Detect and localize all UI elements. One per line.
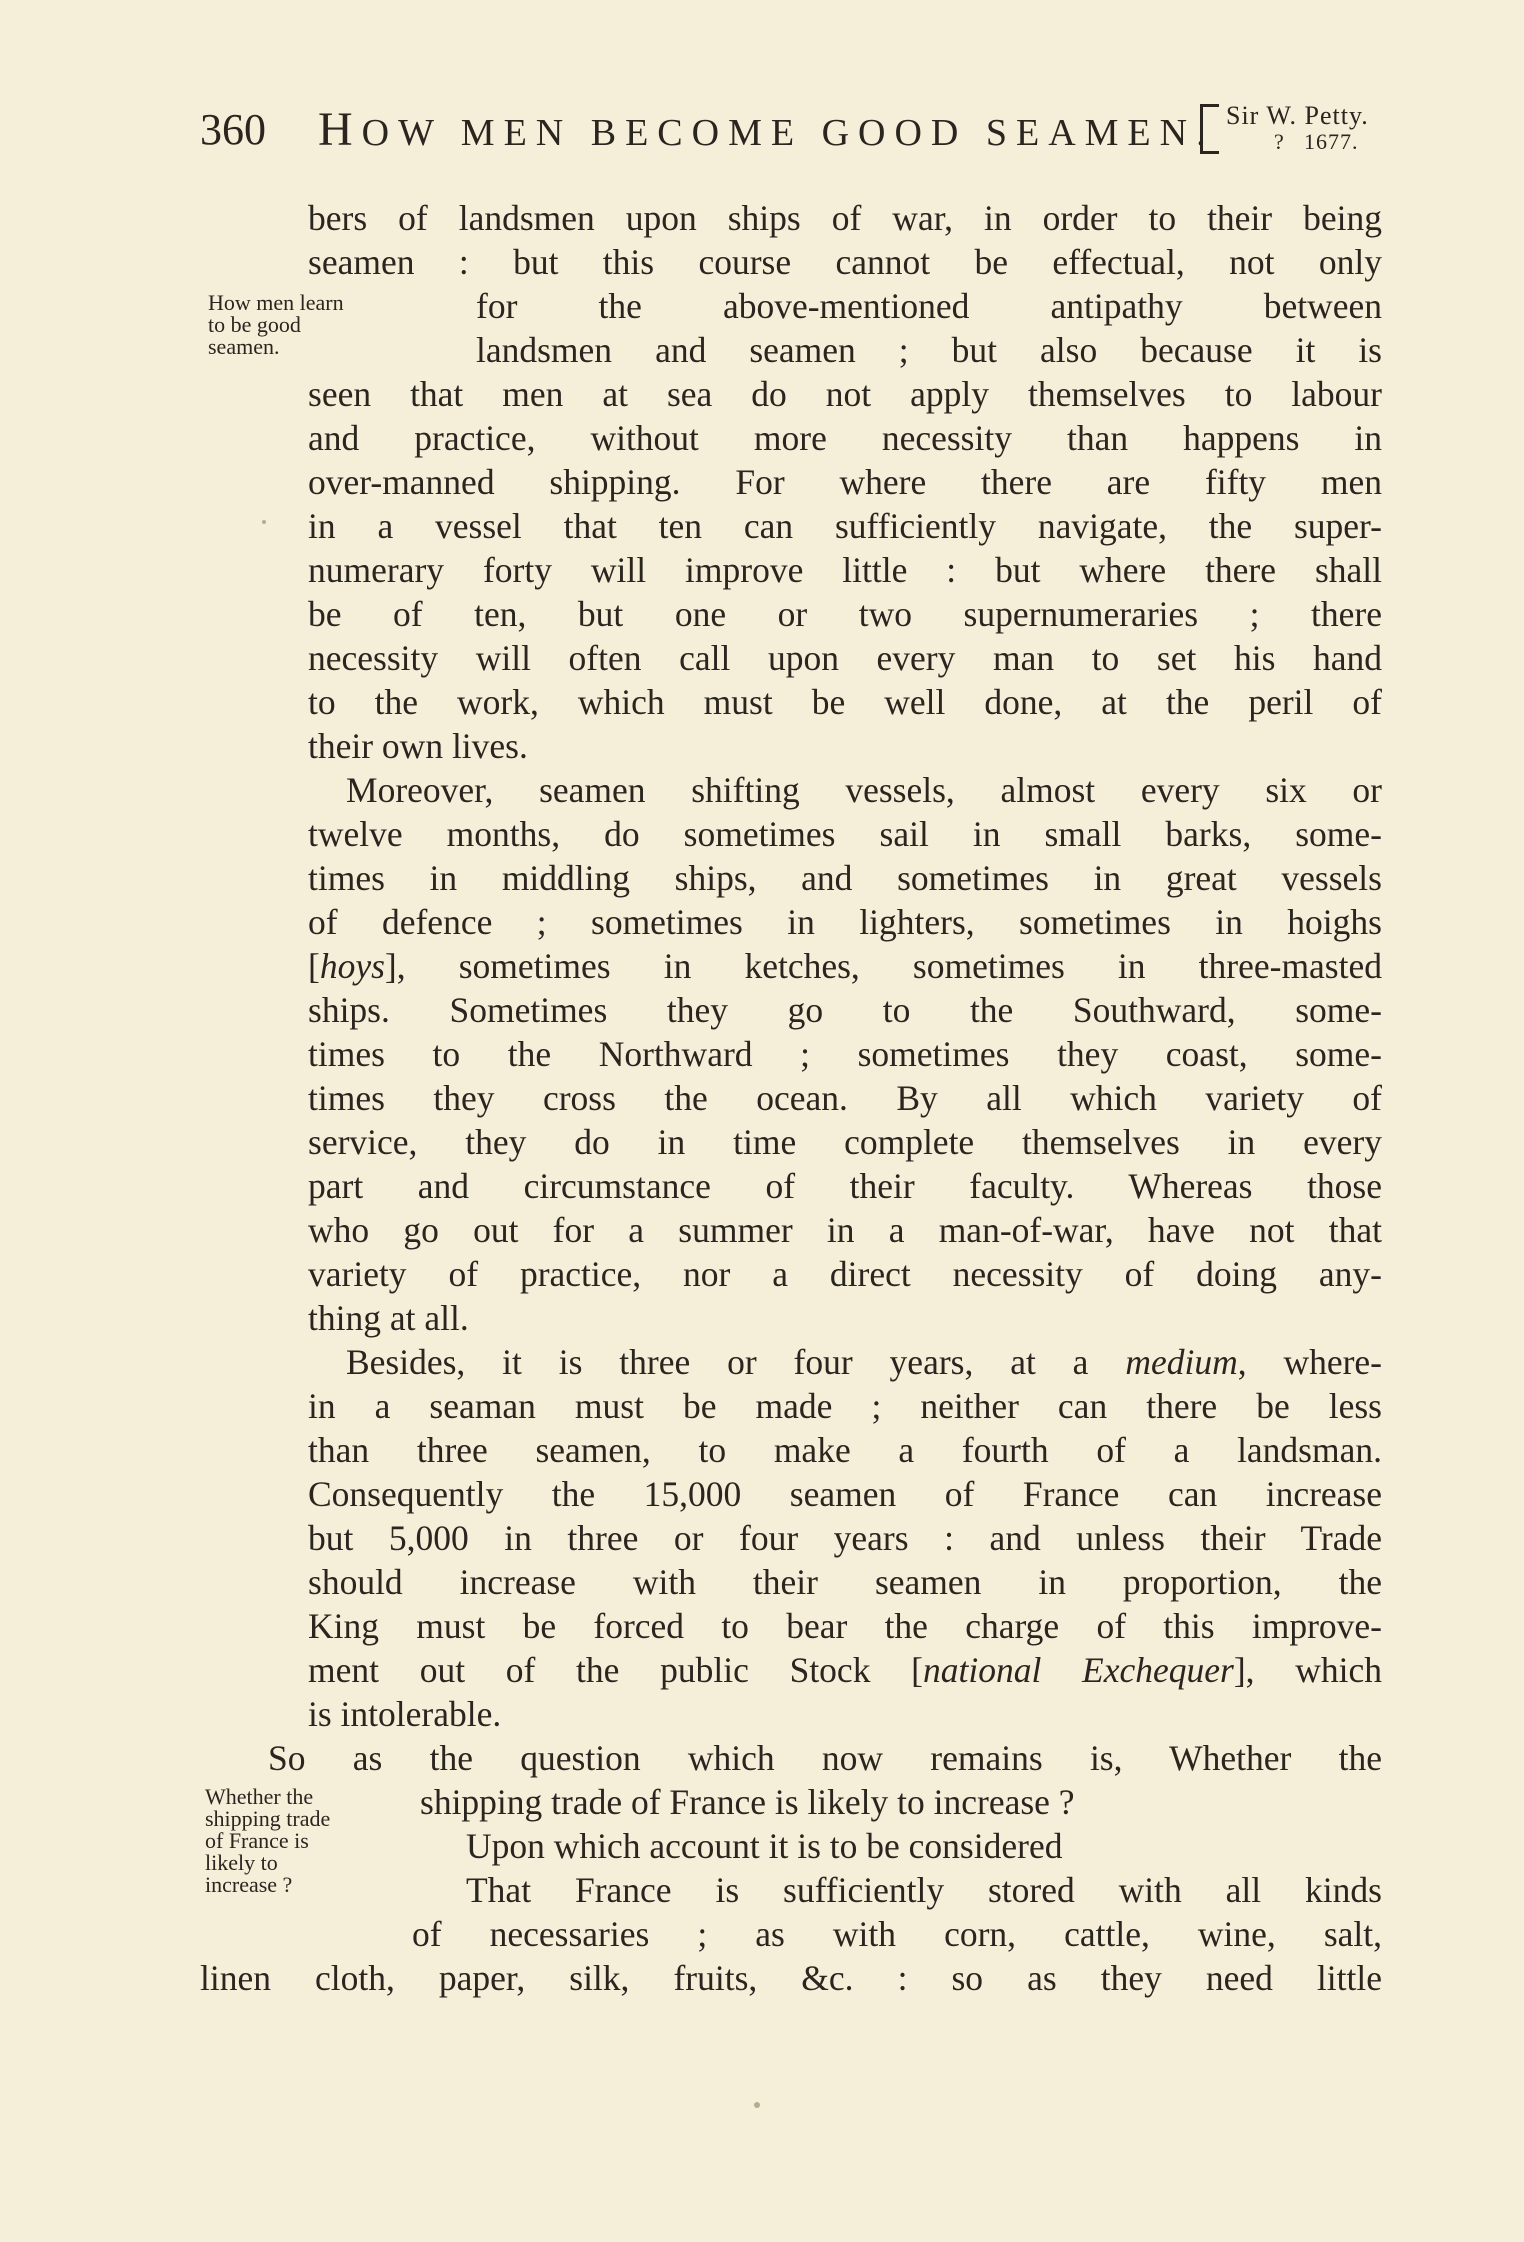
text-line: and practice, without more necessity than happens in [308,418,1382,458]
text-segment: ], which [1233,1650,1382,1690]
text-line: times they cross the ocean. By all which variety of [308,1078,1382,1118]
margin-note-how-men-learn [208,292,418,358]
italic-word: medium [1125,1342,1238,1382]
attribution-year: 1677. [1304,129,1359,154]
margin-note-line: of France is [205,1828,309,1853]
margin-note-line: to be good [208,312,301,337]
text-line: necessity will often call upon every man to set his hand [308,638,1382,678]
running-head [200,100,1405,160]
margin-note-shipping-trade [205,1786,415,1896]
margin-note-line: shipping trade [205,1806,331,1831]
text-line: linen cloth, paper, silk, fruits, &c. : so as they need little [200,1958,1382,1998]
text-line: Moreover, seamen shifting vessels, almost every six or [346,770,1382,810]
paper-speck [262,520,266,524]
author-attribution [1200,98,1405,160]
margin-note-line: likely to [205,1850,278,1875]
text-line: their own lives. [308,726,528,766]
text-line: variety of practice, nor a direct necessity of doing any- [308,1254,1382,1294]
running-title-rest: OW MEN BECOME GOOD SEAMEN. [361,112,1215,154]
attribution-query: ? [1274,129,1284,154]
text-segment: ], sometimes in ketches, sometimes in three-masted [384,946,1382,986]
text-line: numerary forty will improve little : but where there shall [308,550,1382,590]
text-line: is intolerable. [308,1694,502,1734]
text-line: seen that men at sea do not apply themselves to labour [308,374,1382,414]
text-line: King must be forced to bear the charge of this improve- [308,1606,1382,1646]
text-line: Upon which account it is to be considered [466,1826,1063,1866]
attribution-bracket [1200,104,1219,154]
text-line: times to the Northward ; sometimes they coast, some- [308,1034,1382,1074]
margin-note-line: Whether the [205,1784,314,1809]
text-line-hoys [308,944,1382,988]
text-line: service, they do in time complete themselves in every [308,1122,1382,1162]
paper-speck [754,2102,760,2108]
italic-word: national Exchequer [922,1650,1234,1690]
margin-note-line: increase ? [205,1872,293,1897]
text-segment: , where- [1237,1342,1383,1382]
text-segment: Besides, it is three or four years, at a [346,1342,1126,1382]
text-line: shipping trade of France is likely to increase ? [420,1782,1075,1822]
italic-word: hoys [319,946,385,986]
text-line: So as the question which now remains is, Whether the [268,1738,1382,1778]
text-line: times in middling ships, and sometimes in great vessels [308,858,1382,898]
text-line: in a seaman must be made ; neither can there be less [308,1386,1382,1426]
text-line: thing at all. [308,1298,469,1338]
text-line: for the above-mentioned antipathy between [476,286,1382,326]
running-title-initial: H [318,103,362,156]
text-line: of necessaries ; as with corn, cattle, wine, salt, [412,1914,1382,1954]
text-line: be of ten, but one or two supernumeraries ; there [308,594,1382,634]
page-number: 360 [200,105,266,154]
text-line: Consequently the 15,000 seamen of France can increase [308,1474,1382,1514]
text-segment: ment out of the public Stock [ [308,1650,923,1690]
text-line: than three seamen, to make a fourth of a landsman. [308,1430,1382,1470]
text-line: of defence ; sometimes in lighters, sometimes in hoighs [308,902,1382,942]
text-line: That France is sufficiently stored with all kinds [466,1870,1382,1910]
running-title [318,100,1215,163]
text-line: bers of landsmen upon ships of war, in order to their being [308,198,1382,238]
text-line: part and circumstance of their faculty. Whereas those [308,1166,1382,1206]
text-line: to the work, which must be well done, at the peril of [308,682,1382,722]
text-line: who go out for a summer in a man-of-war, have not that [308,1210,1382,1250]
attribution-author: Sir W. Petty. [1226,101,1369,130]
text-line: in a vessel that ten can sufficiently navigate, the super- [308,506,1382,546]
text-segment: [ [308,946,320,986]
text-line: twelve months, do sometimes sail in small barks, some- [308,814,1382,854]
margin-note-line: How men learn [208,290,344,315]
text-line: landsmen and seamen ; but also because it is [476,330,1382,370]
text-line: but 5,000 in three or four years : and unless their Trade [308,1518,1382,1558]
margin-note-line: seamen. [208,334,280,359]
text-line: should increase with their seamen in proportion, the [308,1562,1382,1602]
text-line-medium [346,1340,1382,1384]
text-line-exchequer [308,1648,1382,1692]
text-line: ships. Sometimes they go to the Southward, some- [308,990,1382,1030]
text-line: seamen : but this course cannot be effectual, not only [308,242,1382,282]
text-line: over-manned shipping. For where there are fifty men [308,462,1382,502]
